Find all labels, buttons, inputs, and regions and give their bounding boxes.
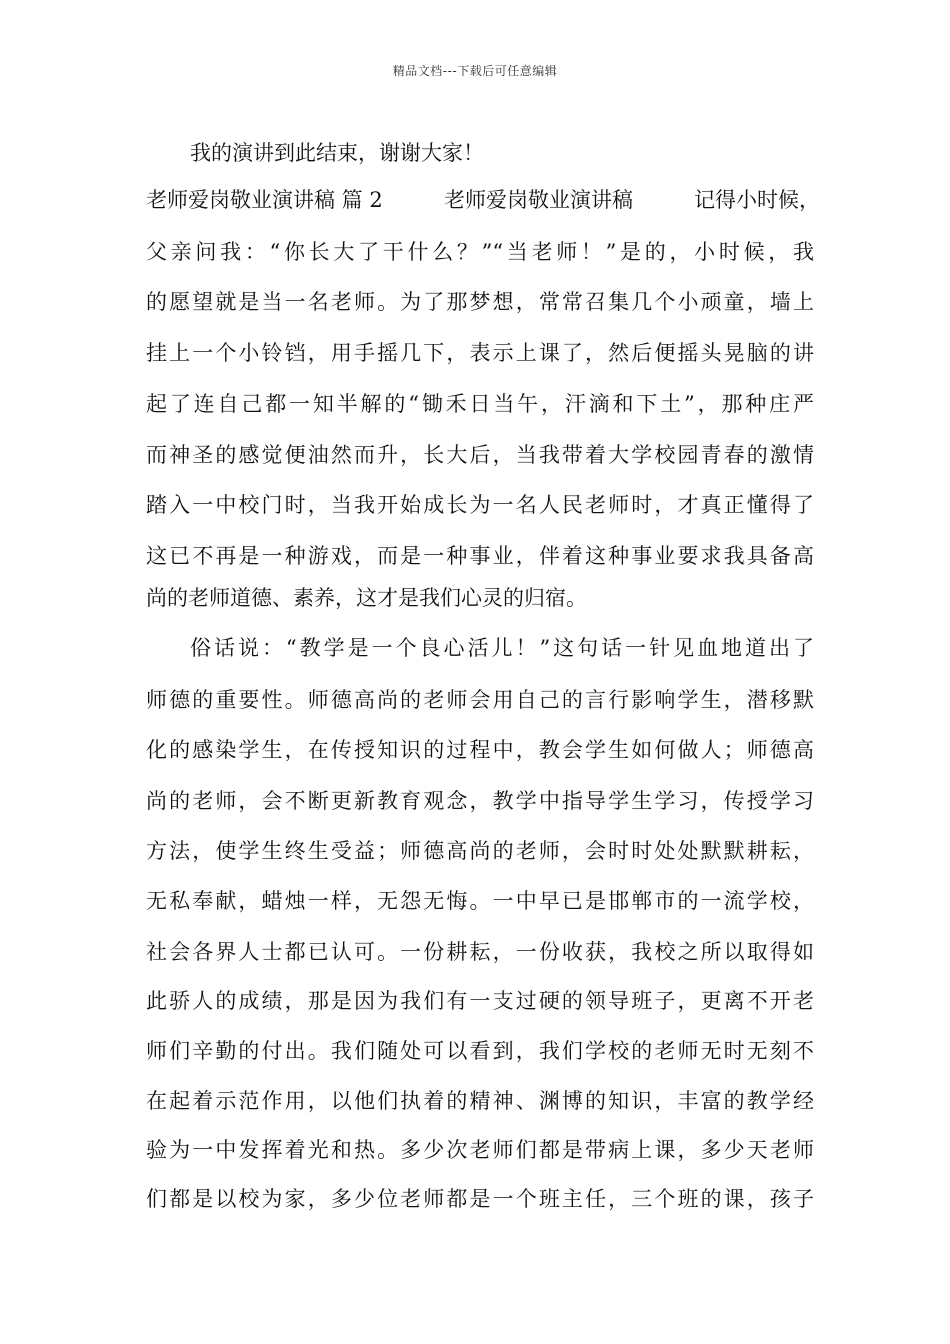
- page-header: 精品文档---下载后可任意编辑: [392, 64, 558, 78]
- paragraph-1-line: 踏入一中校门时，当我开始成长为一名人民老师时，才真正懂得了: [146, 493, 814, 517]
- paragraph-2-line: 化的感染学生，在传授知识的过程中，教会学生如何做人；师德高: [146, 738, 814, 762]
- title-part-2: 老师爱岗敬业演讲稿: [444, 188, 633, 212]
- closing-line: 我的演讲到此结束，谢谢大家！: [190, 141, 484, 165]
- paragraph-2-line: 方法，使学生终生受益；师德高尚的老师，会时时处处默默耕耘，: [146, 839, 814, 863]
- paragraph-2-line: 尚的老师，会不断更新教育观念，教学中指导学生学习，传授学习: [146, 789, 814, 813]
- paragraph-2-line: 俗话说：“教学是一个良心活儿！”这句话一针见血地道出了: [190, 636, 814, 660]
- paragraph-1-line: 而神圣的感觉便油然而升，长大后，当我带着大学校园青春的激情: [146, 443, 814, 467]
- paragraph-1-line: 尚的老师道德、素养，这才是我们心灵的归宿。: [146, 586, 587, 610]
- paragraph-1-line: 的愿望就是当一名老师。为了那梦想，常常召集几个小顽童，墙上: [146, 290, 814, 314]
- paragraph-1-line: 父亲问我：“你长大了干什么？”“当老师！”是的，小时候，我: [146, 240, 814, 264]
- paragraph-2-line: 此骄人的成绩，那是因为我们有一支过硬的领导班子，更离不开老: [146, 989, 814, 1013]
- paragraph-1-line: 这已不再是一种游戏，而是一种事业，伴着这种事业要求我具备高: [146, 544, 814, 568]
- title-line: [146, 185, 820, 215]
- title-part-3: 记得小时候，: [694, 188, 820, 212]
- paragraph-2-line: 在起着示范作用，以他们执着的精神、渊博的知识，丰富的教学经: [146, 1089, 814, 1113]
- paragraph-2-line: 们都是以校为家，多少位老师都是一个班主任，三个班的课，孩子: [146, 1187, 814, 1211]
- paragraph-1-line: 挂上一个小铃铛，用手摇几下，表示上课了，然后便摇头晃脑的讲: [146, 341, 814, 365]
- paragraph-2-line: 无私奉献，蜡烛一样，无怨无悔。一中早已是邯郸市的一流学校，: [146, 889, 814, 913]
- paragraph-2-line: 验为一中发挥着光和热。多少次老师们都是带病上课，多少天老师: [146, 1138, 814, 1162]
- paragraph-1-line: 起了连自己都一知半解的“锄禾日当午，汗滴和下土”，那种庄严: [146, 392, 814, 416]
- paragraph-2-line: 师德的重要性。师德高尚的老师会用自己的言行影响学生，潜移默: [146, 688, 814, 712]
- paragraph-2-line: 师们辛勤的付出。我们随处可以看到，我们学校的老师无时无刻不: [146, 1039, 814, 1063]
- title-part-1: 老师爱岗敬业演讲稿 篇 2: [146, 188, 383, 212]
- paragraph-2-line: 社会各界人士都已认可。一份耕耘，一份收获，我校之所以取得如: [146, 940, 814, 964]
